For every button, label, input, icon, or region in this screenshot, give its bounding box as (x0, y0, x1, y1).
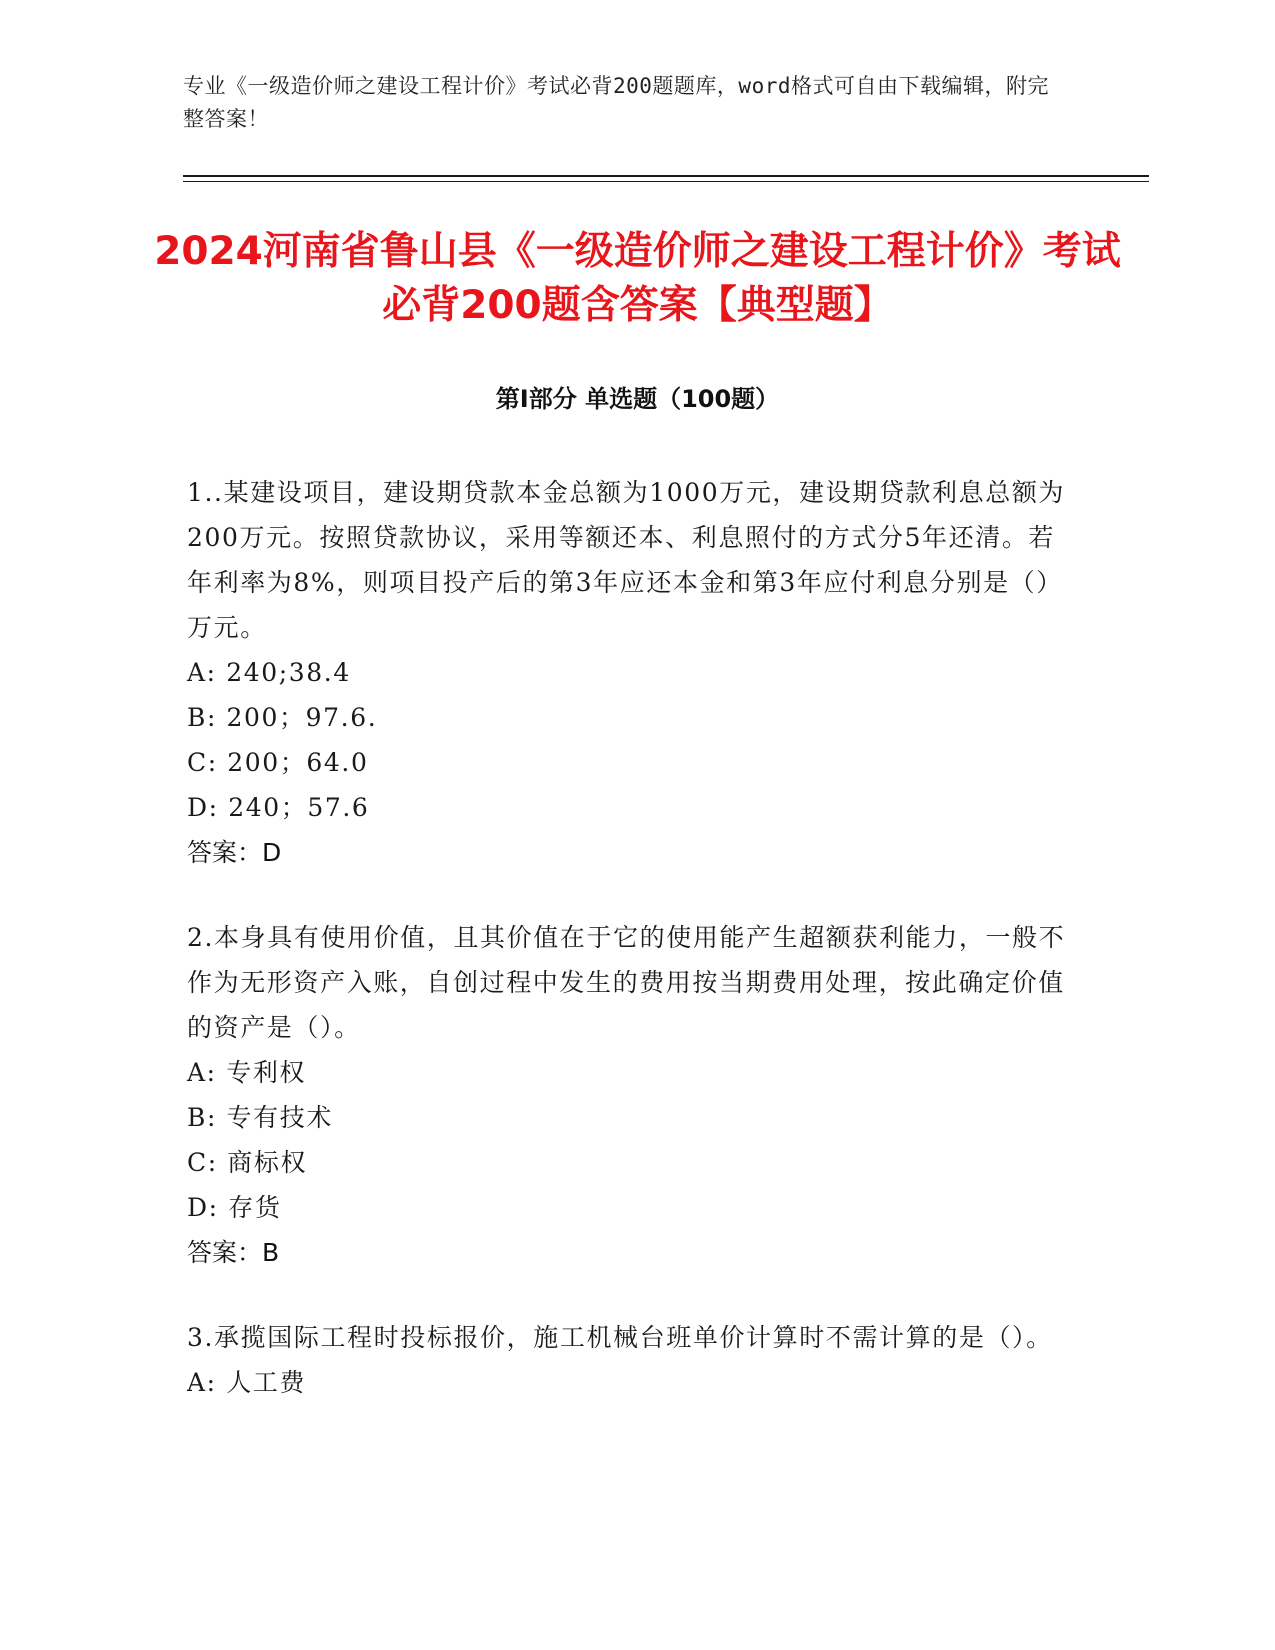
question-1 (187, 470, 1067, 875)
header-divider-thick (183, 175, 1149, 177)
answer: 答案：B (187, 1238, 280, 1267)
answer: 答案：D (187, 838, 282, 867)
header-note: 专业《一级造价师之建设工程计价》考试必背200题题库，word格式可自由下载编辑，附完整答案！ (183, 74, 1049, 131)
option-b: B: 200；97.6. (187, 703, 378, 732)
question-2 (187, 915, 1067, 1275)
option-a: A: 专利权 (187, 1058, 307, 1087)
option-c: C: 200；64.0 (187, 748, 369, 777)
question-3 (187, 1315, 1067, 1405)
option-a: A: 人工费 (187, 1368, 307, 1397)
option-d: D: 存货 (187, 1193, 282, 1222)
question-stem: 1..某建设项目，建设期贷款本金总额为1000万元，建设期贷款利息总额为200万元。按照贷款协议，采用等额还本、利息照付的方式分5年还清。若年利率为8%，则项目投产后的第3年应还本金和第3年应付利息分别是（）万元。 (187, 478, 1066, 642)
question-stem: 2.本身具有使用价值，且其价值在于它的使用能产生超额获利能力，一般不作为无形资产入账，自创过程中发生的费用按当期费用处理，按此确定价值的资产是（）。 (187, 923, 1066, 1042)
section-title: 第I部分 单选题（100题） (495, 385, 780, 413)
question-list (187, 470, 1067, 1445)
option-d: D: 240；57.6 (187, 793, 370, 822)
question-stem: 3.承揽国际工程时投标报价，施工机械台班单价计算时不需计算的是（）。 (187, 1323, 1053, 1352)
document-title: 2024河南省鲁山县《一级造价师之建设工程计价》考试必背200题含答案【典型题】 (154, 229, 1121, 328)
option-b: B: 专有技术 (187, 1103, 333, 1132)
option-a: A: 240;38.4 (187, 658, 351, 687)
header-divider-thin (183, 181, 1149, 182)
option-c: C: 商标权 (187, 1148, 308, 1177)
